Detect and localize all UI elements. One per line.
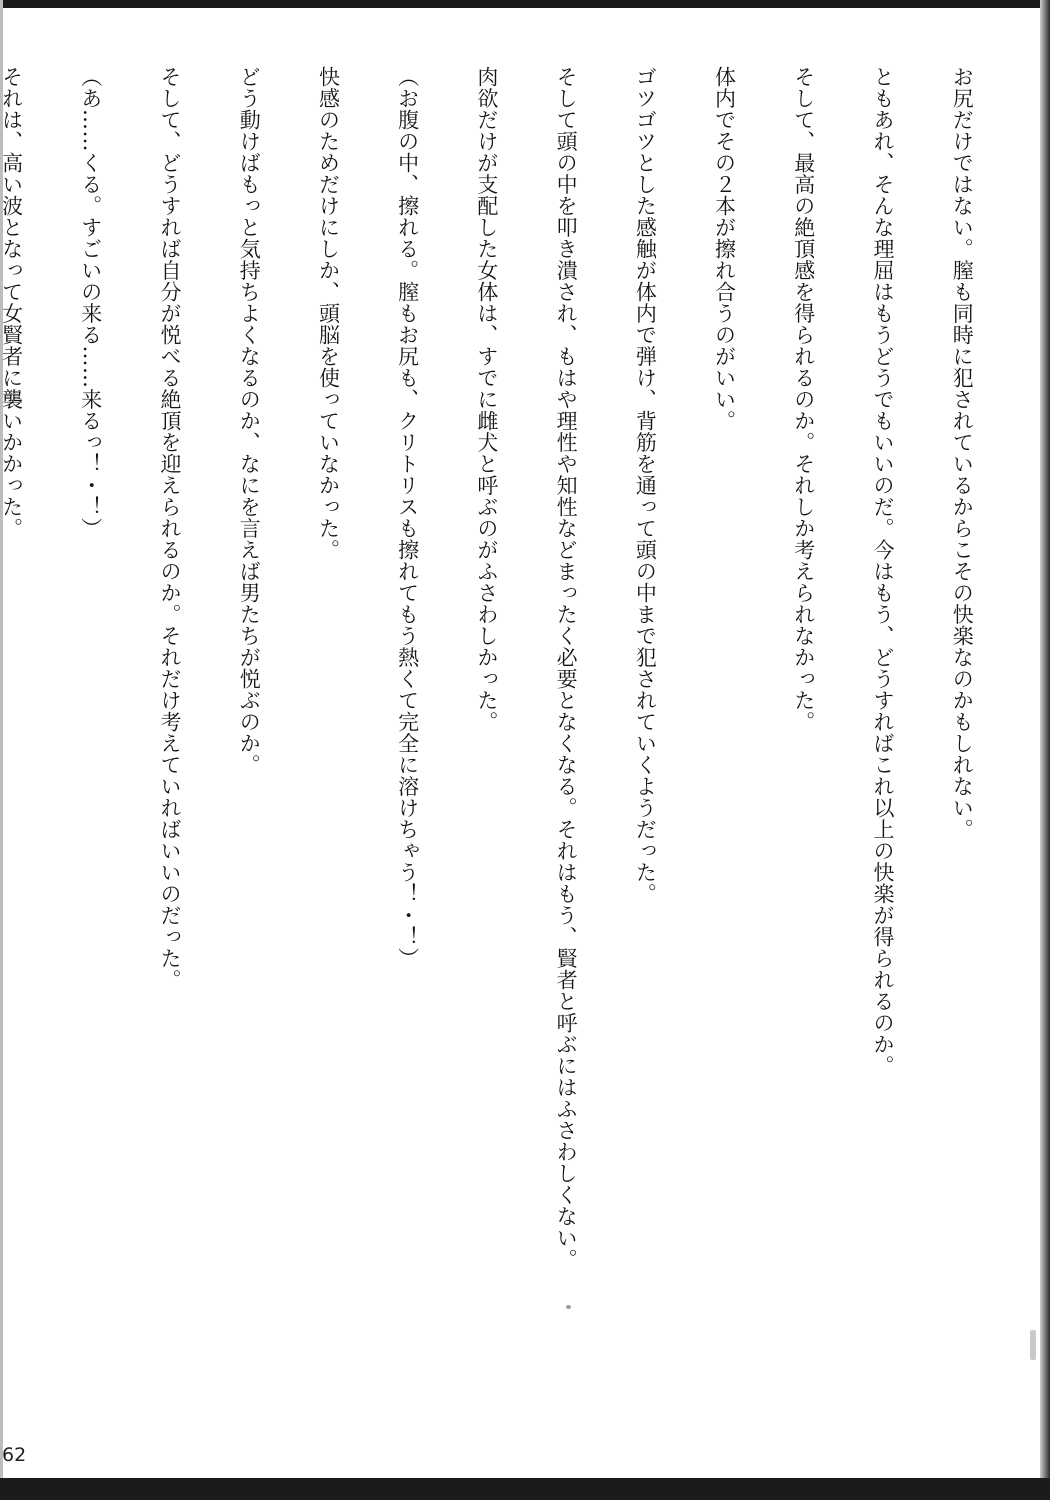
text-line: そして頭の中を叩き潰され、もはや理性や知性などまったく必要となくなる。それはもう、賢者と呼ぶにはふさわしくない。 [554,66,579,1270]
novel-text-block [0,66,1028,1466]
text-line: 体内でその２本が擦れ合うのがいい。 [712,66,737,432]
scan-border-top [0,0,1050,8]
text-line: （お腹の中、擦れる。膣もお尻も、クリトリスも擦れてもう熱くて完全に溶けちゃう！・！） [395,66,420,969]
text-line: お尻だけではない。膣も同時に犯されているからこその快楽なのかもしれない。 [950,66,975,840]
text-line: ともあれ、そんな理屈はもうどうでもいいのだ。今はもう、どうすればこれ以上の快楽が得られるのか。 [870,66,895,1077]
text-line: それは、高い波となって女賢者に襲いかかった。 [0,66,24,539]
scan-speck [1030,1330,1036,1360]
text-line: 快感のためだけにしか、頭脳を使っていなかった。 [316,66,341,561]
text-line: どう動けばもっと気持ちよくなるのか、なにを言えば男たちが悦ぶのか。 [237,66,262,776]
text-line: ゴツゴツとした感触が体内で弾け、背筋を通って頭の中まで犯されていくようだった。 [633,66,658,905]
text-line: そして、どうすれば自分が悦べる絶頂を迎えられるのか。それだけ考えていればいいのだった。 [158,66,182,991]
text-line: （あ……くる。すごいの来る……来るっ！・！） [78,66,103,539]
text-line: そして、最高の絶頂感を得られるのか。それしか考えられなかった。 [791,66,816,733]
text-line: 肉欲だけが支配した女体は、すでに雌犬と呼ぶのがふさわしかった。 [474,66,499,733]
page-number: 62 [2,1444,27,1466]
scan-border-bottom [0,1478,1050,1500]
scan-border-right [1040,0,1050,1500]
